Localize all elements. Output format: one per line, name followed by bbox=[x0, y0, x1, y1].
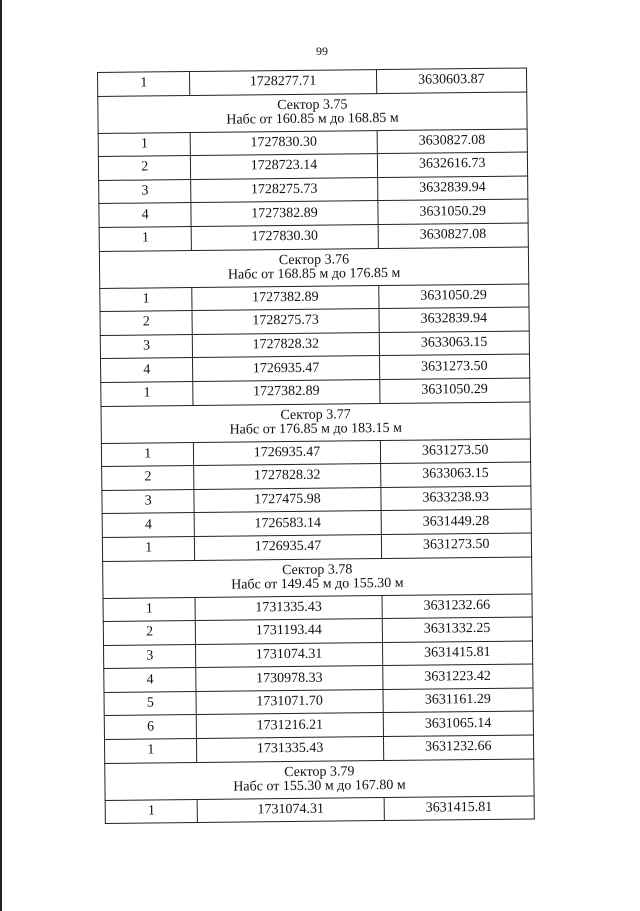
y-coordinate-cell: 3631050.29 bbox=[379, 378, 530, 403]
x-coordinate-cell: 1731193.44 bbox=[196, 619, 382, 645]
point-number-cell: 1 bbox=[98, 132, 191, 157]
y-coordinate-cell: 3632616.73 bbox=[377, 152, 528, 177]
y-coordinate-cell: 3631232.66 bbox=[383, 735, 534, 760]
point-number-cell: 2 bbox=[103, 621, 196, 646]
point-number-cell: 1 bbox=[101, 442, 194, 467]
point-number-cell: 4 bbox=[101, 358, 194, 383]
point-number-cell: 2 bbox=[102, 466, 195, 491]
sector-header-row bbox=[105, 759, 534, 800]
x-coordinate-cell: 1726583.14 bbox=[195, 511, 381, 537]
y-coordinate-cell: 3631449.28 bbox=[381, 509, 532, 534]
x-coordinate-cell: 1731074.31 bbox=[198, 797, 384, 823]
sector-height-range: Набс от 168.85 м до 176.85 м bbox=[227, 265, 401, 283]
sector-height-range: Набс от 155.30 м до 167.80 м bbox=[233, 777, 406, 795]
point-number-cell: 2 bbox=[98, 156, 191, 181]
y-coordinate-cell: 3631065.14 bbox=[383, 711, 534, 736]
page-number: 99 bbox=[316, 44, 328, 58]
y-coordinate-cell: 3633063.15 bbox=[380, 462, 531, 487]
x-coordinate-cell: 1727830.30 bbox=[191, 130, 377, 156]
x-coordinate-cell: 1728723.14 bbox=[191, 154, 377, 180]
point-number-cell: 5 bbox=[104, 691, 197, 716]
point-number-cell: 4 bbox=[99, 203, 192, 228]
sector-height-range: Набс от 160.85 м до 168.85 м bbox=[226, 110, 399, 128]
sector-height-range: Набс от 176.85 м до 183.15 м bbox=[229, 420, 403, 438]
sector-header bbox=[99, 247, 528, 288]
point-number-cell: 3 bbox=[104, 644, 197, 669]
x-coordinate-cell: 1728277.71 bbox=[190, 70, 376, 96]
x-coordinate-cell: 1726935.47 bbox=[195, 534, 381, 560]
sector-height-range: Набс от 149.45 м до 155.30 м bbox=[231, 575, 404, 593]
x-coordinate-cell: 1730978.33 bbox=[196, 666, 382, 692]
y-coordinate-cell: 3631050.29 bbox=[377, 199, 528, 224]
y-coordinate-cell: 3631232.66 bbox=[382, 593, 533, 618]
point-number-cell: 4 bbox=[104, 668, 197, 693]
sector-header-row bbox=[103, 556, 532, 597]
x-coordinate-cell: 1727382.89 bbox=[191, 201, 377, 227]
x-coordinate-cell: 1731071.70 bbox=[196, 689, 382, 715]
sector-title: Сектор 3.79 bbox=[284, 763, 355, 780]
point-number-cell: 4 bbox=[102, 513, 195, 538]
y-coordinate-cell: 3632839.94 bbox=[377, 176, 528, 201]
y-coordinate-cell: 3631415.81 bbox=[384, 796, 535, 821]
point-number-cell: 3 bbox=[99, 179, 192, 204]
y-coordinate-cell: 3631273.50 bbox=[380, 439, 531, 464]
sector-title: Сектор 3.75 bbox=[277, 96, 348, 113]
sector-header bbox=[101, 402, 530, 443]
point-number-cell: 1 bbox=[103, 597, 196, 622]
y-coordinate-cell: 3630603.87 bbox=[376, 68, 527, 93]
x-coordinate-cell: 1728275.73 bbox=[192, 309, 378, 335]
x-coordinate-cell: 1728275.73 bbox=[191, 177, 377, 203]
x-coordinate-cell: 1727828.32 bbox=[193, 332, 379, 358]
sector-title: Сектор 3.77 bbox=[280, 406, 351, 423]
coordinates-table bbox=[97, 67, 535, 824]
x-coordinate-cell: 1726935.47 bbox=[193, 356, 379, 382]
x-coordinate-cell: 1727382.89 bbox=[192, 285, 378, 311]
x-coordinate-cell: 1727828.32 bbox=[194, 464, 380, 490]
point-number-cell: 1 bbox=[105, 799, 198, 824]
point-number-cell: 3 bbox=[102, 489, 195, 514]
y-coordinate-cell: 3631273.50 bbox=[381, 533, 532, 558]
point-number-cell: 3 bbox=[100, 334, 193, 359]
sector-title: Сектор 3.78 bbox=[282, 561, 353, 578]
y-coordinate-cell: 3631273.50 bbox=[379, 354, 530, 379]
point-number-cell: 1 bbox=[98, 72, 191, 97]
sector-header bbox=[98, 92, 527, 133]
y-coordinate-cell: 3630827.08 bbox=[377, 129, 528, 154]
x-coordinate-cell: 1726935.47 bbox=[194, 440, 380, 466]
x-coordinate-cell: 1731335.43 bbox=[197, 737, 383, 763]
sector-header-row bbox=[98, 92, 527, 133]
sector-header-row bbox=[101, 402, 530, 443]
y-coordinate-cell: 3631415.81 bbox=[382, 641, 533, 666]
x-coordinate-cell: 1731216.21 bbox=[197, 713, 383, 739]
point-number-cell: 6 bbox=[104, 715, 197, 740]
point-number-cell: 1 bbox=[104, 739, 197, 764]
x-coordinate-cell: 1731074.31 bbox=[196, 642, 382, 668]
table-row bbox=[105, 796, 534, 824]
y-coordinate-cell: 3631223.42 bbox=[382, 664, 533, 689]
point-number-cell: 1 bbox=[101, 381, 194, 406]
sector-header bbox=[105, 759, 534, 800]
sector-header bbox=[103, 556, 532, 597]
sector-title: Сектор 3.76 bbox=[278, 251, 350, 268]
point-number-cell: 1 bbox=[100, 287, 193, 312]
y-coordinate-cell: 3633063.15 bbox=[379, 331, 530, 356]
y-coordinate-cell: 3631332.25 bbox=[382, 617, 533, 642]
x-coordinate-cell: 1727382.89 bbox=[193, 379, 379, 405]
point-number-cell: 1 bbox=[99, 226, 192, 251]
sector-header-row bbox=[99, 247, 528, 288]
x-coordinate-cell: 1727830.30 bbox=[192, 225, 378, 251]
point-number-cell: 1 bbox=[102, 536, 195, 561]
x-coordinate-cell: 1731335.43 bbox=[195, 595, 381, 621]
y-coordinate-cell: 3630827.08 bbox=[378, 223, 529, 248]
x-coordinate-cell: 1727475.98 bbox=[194, 487, 380, 513]
point-number-cell: 2 bbox=[100, 311, 193, 336]
y-coordinate-cell: 3633238.93 bbox=[380, 486, 531, 511]
y-coordinate-cell: 3631161.29 bbox=[383, 688, 534, 713]
y-coordinate-cell: 3631050.29 bbox=[378, 284, 529, 309]
y-coordinate-cell: 3632839.94 bbox=[379, 307, 530, 332]
